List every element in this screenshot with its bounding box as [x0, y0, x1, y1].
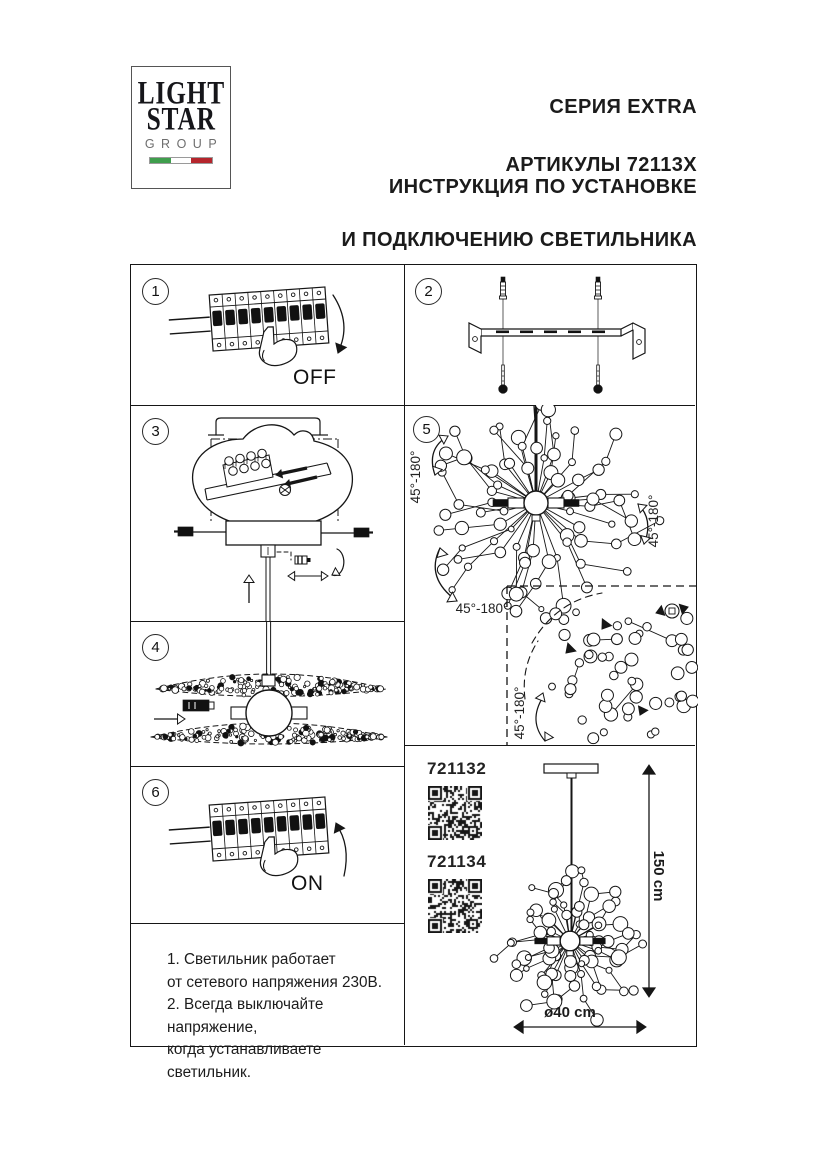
step-4-badge: 4: [142, 634, 169, 661]
logo-word-star: STAR: [146, 99, 216, 138]
instruction-title-line2: И ПОДКЛЮЧЕНИЮ СВЕТИЛЬНИКА: [341, 228, 697, 251]
sputnik-adjust-drawing: [404, 405, 698, 745]
disc-assembly-drawing: [131, 621, 404, 766]
note-line-3: 2. Всегда выключайте напряжение,: [167, 996, 324, 1036]
safety-notes-panel: [131, 923, 404, 1081]
step-4-panel: [131, 621, 404, 766]
step-3-badge: 3: [142, 418, 169, 445]
step-1-badge: 1: [142, 278, 169, 305]
article-number-1: 721132: [427, 759, 487, 778]
note-line-2: от сетевого напряжения 230В.: [167, 973, 382, 991]
wiring-canopy-drawing: [131, 405, 404, 621]
step-5-badge: 5: [413, 416, 440, 443]
note-line-4: когда устанавливаете светильник.: [167, 1041, 322, 1081]
note-line-1: 1. Светильник работает: [167, 951, 336, 968]
off-label: OFF: [293, 366, 337, 389]
height-dimension-label: 150 cm: [650, 850, 667, 902]
lightstar-logo: [131, 66, 231, 189]
flag-red: [191, 158, 212, 163]
on-label: ON: [291, 872, 324, 895]
qr-code-721134: [428, 879, 482, 933]
instruction-title-line1: ИНСТРУКЦИЯ ПО УСТАНОВКЕ: [388, 175, 697, 198]
step-2-badge: 2: [415, 278, 442, 305]
series-title: СЕРИЯ EXTRA: [549, 96, 697, 118]
angle-label-bottom: 45°-180°: [455, 601, 509, 616]
italian-flag-bar: [149, 157, 213, 164]
logo-word-group: GROUP: [144, 137, 224, 151]
angle-label-right: 45°-180°: [646, 494, 661, 548]
product-panel: [404, 745, 698, 1048]
qr-code-721132: [428, 786, 482, 840]
step-6-panel: [131, 766, 404, 923]
step-1-panel: [131, 265, 404, 405]
breaker-on-drawing: [131, 766, 404, 923]
angle-label-inset: 45°-180°: [512, 686, 527, 740]
instruction-grid: [130, 264, 697, 1081]
step-5-panel: [404, 405, 698, 745]
step-6-badge: 6: [142, 779, 169, 806]
step-3-panel: [131, 405, 404, 621]
diameter-dimension-label: ø40 cm: [544, 1004, 596, 1021]
step-2-panel: [404, 265, 698, 405]
breaker-off-drawing: [131, 265, 404, 405]
angle-label-left: 45°-180°: [408, 450, 423, 504]
header-instruction-block: [341, 147, 697, 280]
bracket-drawing: [404, 265, 698, 405]
logo-word-light: LIGHT: [137, 73, 225, 112]
flag-green: [150, 158, 171, 163]
article-number-2: 721134: [427, 852, 487, 871]
flag-white: [171, 158, 192, 163]
articles-title: АРТИКУЛЫ 72113X: [505, 154, 697, 176]
